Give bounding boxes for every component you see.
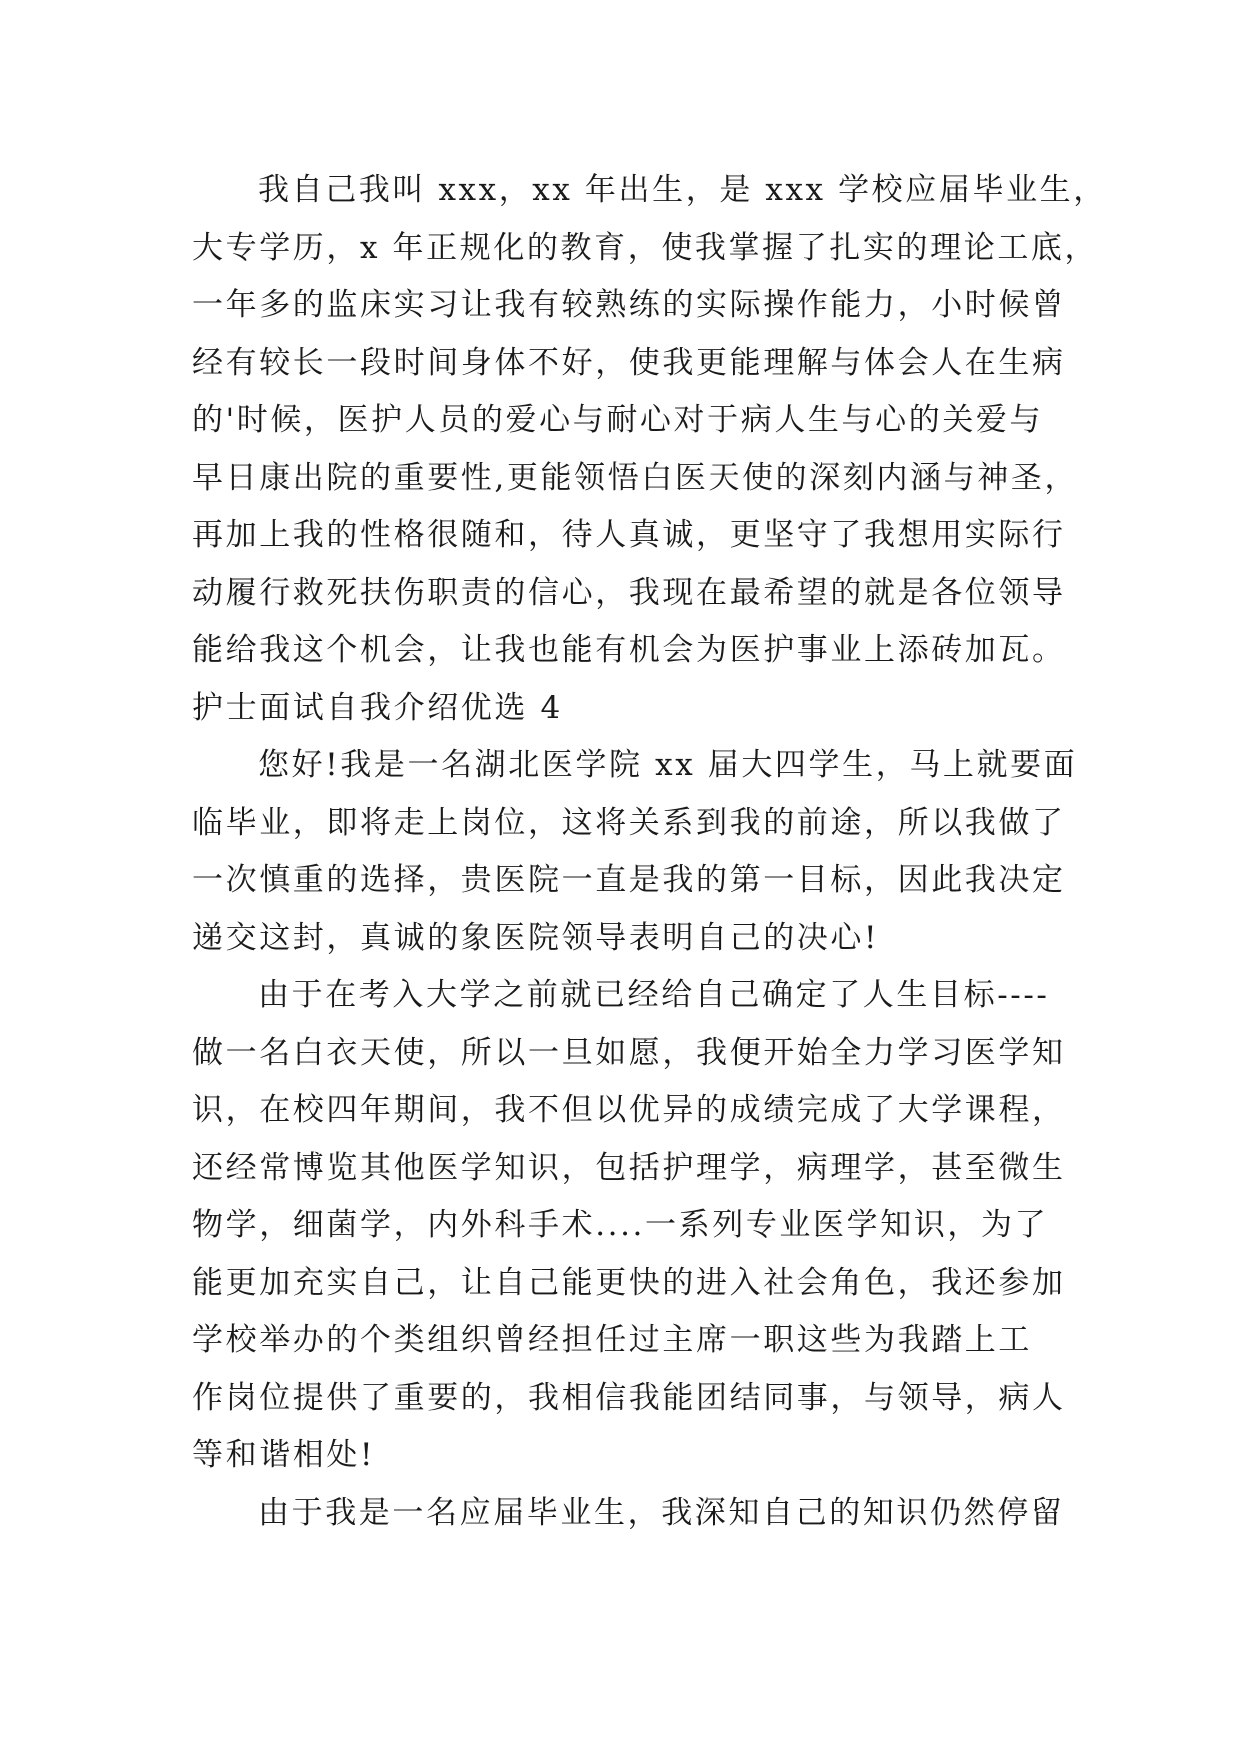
paragraph-line: 动履行救死扶伤职责的信心，我现在最希望的就是各位领导 — [192, 574, 1066, 611]
section-heading: 护士面试自我介绍优选 4 — [192, 689, 563, 726]
paragraph-line: 经有较长一段时间身体不好，使我更能理解与体会人在生病 — [192, 344, 1066, 381]
paragraph-line: 由于在考入大学之前就已经给自己确定了人生目标---- — [258, 977, 1050, 1013]
paragraph-line: 临毕业，即将走上岗位，这将关系到我的前途，所以我做了 — [192, 804, 1066, 841]
paragraph-line: 的'时候，医护人员的爱心与耐心对于病人生与心的关爱与 — [192, 402, 1044, 438]
paragraph-line: 物学，细菌学，内外科手术....一系列专业医学知识，为了 — [192, 1207, 1049, 1243]
paragraph-line: 一次慎重的选择，贵医院一直是我的第一目标，因此我决定 — [192, 862, 1066, 898]
paragraph-line: 我自己我叫 xxx，xx 年出生，是 xxx 学校应届毕业生， — [258, 172, 1107, 208]
paragraph-line: 还经常博览其他医学知识，包括护理学，病理学，甚至微生 — [192, 1149, 1066, 1186]
paragraph-line: 大专学历，x 年正规化的教育，使我掌握了扎实的理论工底， — [192, 229, 1099, 266]
paragraph-line: 能更加充实自己，让自己能更快的进入社会角色，我还参加 — [192, 1264, 1066, 1301]
paragraph-line: 再加上我的性格很随和，待人真诚，更坚守了我想用实际行 — [192, 517, 1066, 553]
paragraph-line: 学校举办的个类组织曾经担任过主席一职这些为我踏上工 — [192, 1322, 1032, 1358]
paragraph-line: 做一名白衣天使，所以一旦如愿，我便开始全力学习医学知 — [192, 1034, 1066, 1071]
paragraph-line: 早日康出院的重要性,更能领悟白医天使的深刻内涵与神圣， — [192, 459, 1079, 496]
paragraph-line: 由于我是一名应届毕业生，我深知自己的知识仍然停留 — [258, 1494, 1065, 1531]
paragraph-line: 一年多的监床实习让我有较熟练的实际操作能力，小时候曾 — [192, 287, 1066, 323]
paragraph-line: 递交这封，真诚的象医院领导表明自己的决心! — [192, 919, 880, 956]
paragraph-line: 您好!我是一名湖北医学院 xx 届大四学生，马上就要面 — [258, 747, 1078, 783]
paragraph-line: 作岗位提供了重要的，我相信我能团结同事，与领导，病人 — [192, 1379, 1066, 1416]
paragraph-line: 识，在校四年期间，我不但以优异的成绩完成了大学课程， — [192, 1092, 1066, 1128]
document-body — [192, 162, 1107, 1542]
paragraph-line: 能给我这个机会，让我也能有机会为医护事业上添砖加瓦。 — [192, 632, 1066, 668]
paragraph-line: 等和谐相处! — [192, 1437, 376, 1473]
